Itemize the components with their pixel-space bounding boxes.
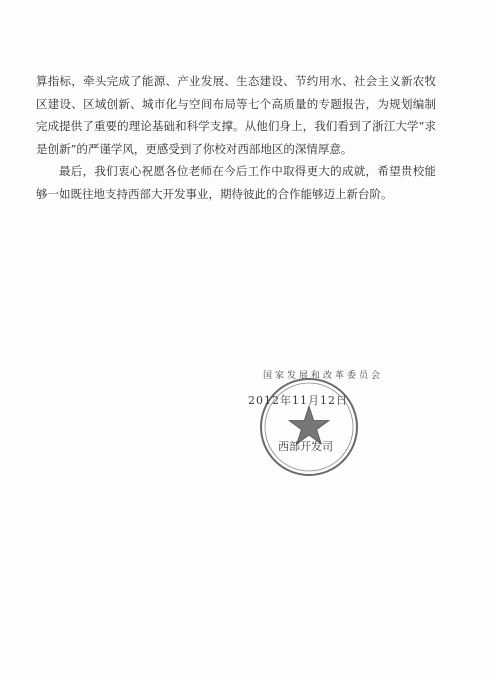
seal-ring-text: 国家发展和改革委员会 [263,371,384,381]
signature-date: 2012年11月12日 [248,394,348,407]
signature-organization: 西部开发司 [278,440,333,453]
official-seal [256,374,362,480]
letter-body [36,70,436,205]
paragraph-2: 最后，我们衷心祝愿各位老师在今后工作中取得更大的成就，希望贵校能够一如既往地支持西部大开发事业，期待彼此的合作能够迈上新台阶。 [36,164,436,201]
paragraph-1: 算指标，牵头完成了能源、产业发展、生态建设、节约用水、社会主义新农牧区建设、区域创新、城市化与空间布局等七个高质量的专题报告，为规划编制完成提供了重要的理论基础和科学支撑。从他们身上，我们看到了浙江大学“求是创新”的严谨学风，更感受到了你校对西部地区的深情厚意。 [36,74,436,156]
